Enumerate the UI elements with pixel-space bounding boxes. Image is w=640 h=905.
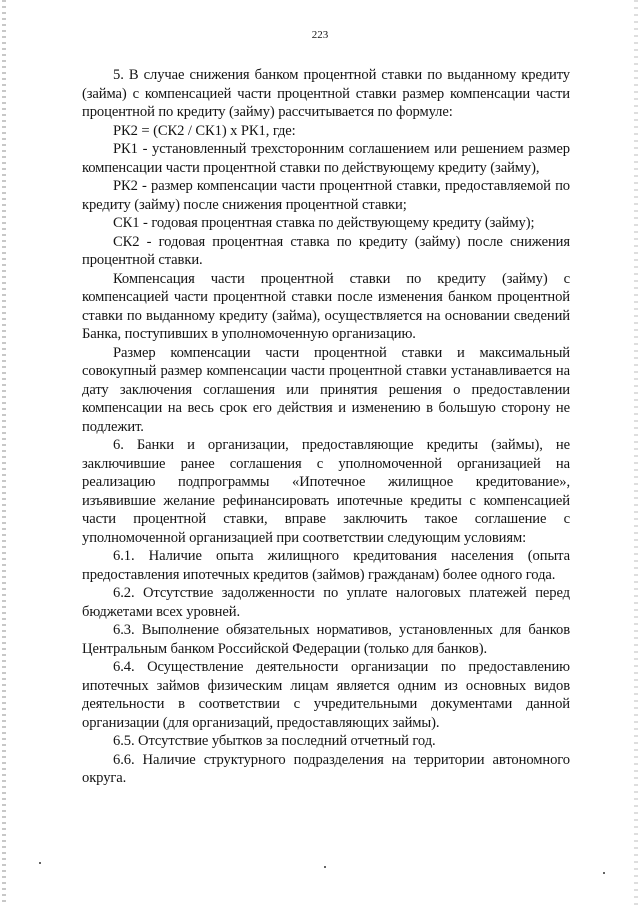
definition-sk2: СК2 - годовая процентная ставка по кредиту (займу) после снижения процентной ставки. xyxy=(82,233,570,268)
condition-6-5: 6.5. Отсутствие убытков за последний отчетный год. xyxy=(113,733,436,749)
condition-6-4: 6.4. Осуществление деятельности организации по предоставлению ипотечных займов физическим лицам является одним из основных видов деятельности в соответствии с учредительными документами данной организации (для организаций, предоставляющих займы). xyxy=(82,659,570,731)
scan-edge-right xyxy=(634,0,638,905)
condition-6-3: 6.3. Выполнение обязательных нормативов, установленных для банков Центральным банком Российской Федерации (только для банков). xyxy=(82,622,570,657)
paragraph-size: Размер компенсации части процентной ставки и максимальный совокупный размер компенсации части процентной ставки устанавливается на дату заключения соглашения или принятия решения о предоставлении компенсации на весь срок его действия и изменению в большую сторону не подлежит. xyxy=(82,344,570,435)
condition-6-1: 6.1. Наличие опыта жилищного кредитования населения (опыта предоставления ипотечных кредитов (займов) гражданам) более одного года. xyxy=(82,548,570,583)
definition-rk1: РК1 - установленный трехсторонним соглашением или решением размер компенсации части процентной ставки по действующему кредиту (займу), xyxy=(82,141,570,176)
condition-6-6: 6.6. Наличие структурного подразделения на территории автономного округа. xyxy=(82,751,570,786)
paragraph-6: 6. Банки и организации, предоставляющие кредиты (займы), не заключившие ранее соглашения с уполномоченной организацией на реализацию подпрограммы «Ипотечное жилищное кредитование», изъявившие желание рефинансировать ипотечные кредиты с компенсацией части процентной ставки, вправе заключить такое соглашение с уполномоченной организацией при соответствии следующим условиям: xyxy=(82,437,570,546)
formula: РК2 = (СК2 / СК1) x РК1, где: xyxy=(113,122,296,139)
paragraph-compensation: Компенсация части процентной ставки по кредиту (займу) с компенсацией части процентной ставки после изменения банком процентной ставки по выданному кредиту (займа), осуществляется на основании сведений Банка, поступивших в уполномоченную организацию. xyxy=(82,270,570,342)
scan-speck xyxy=(324,866,326,868)
condition-6-2: 6.2. Отсутствие задолженности по уплате налоговых платежей перед бюджетами всех уровней. xyxy=(82,585,570,620)
document-body xyxy=(82,66,570,788)
paragraph-5: 5. В случае снижения банком процентной ставки по выданному кредиту (займа) с компенсацией части процентной ставки размер компенсации части процентной по кредиту (займу) рассчитывается по формуле: xyxy=(82,67,570,120)
definition-sk1: СК1 - годовая процентная ставка по действующему кредиту (займу); xyxy=(113,215,535,231)
definition-rk2: РК2 - размер компенсации части процентной ставки, предоставляемой по кредиту (займу) после снижения процентной ставки; xyxy=(82,178,570,213)
page-number: 223 xyxy=(311,29,329,41)
scan-speck xyxy=(39,862,41,864)
scan-speck xyxy=(603,872,605,874)
scan-edge-left xyxy=(2,0,6,905)
